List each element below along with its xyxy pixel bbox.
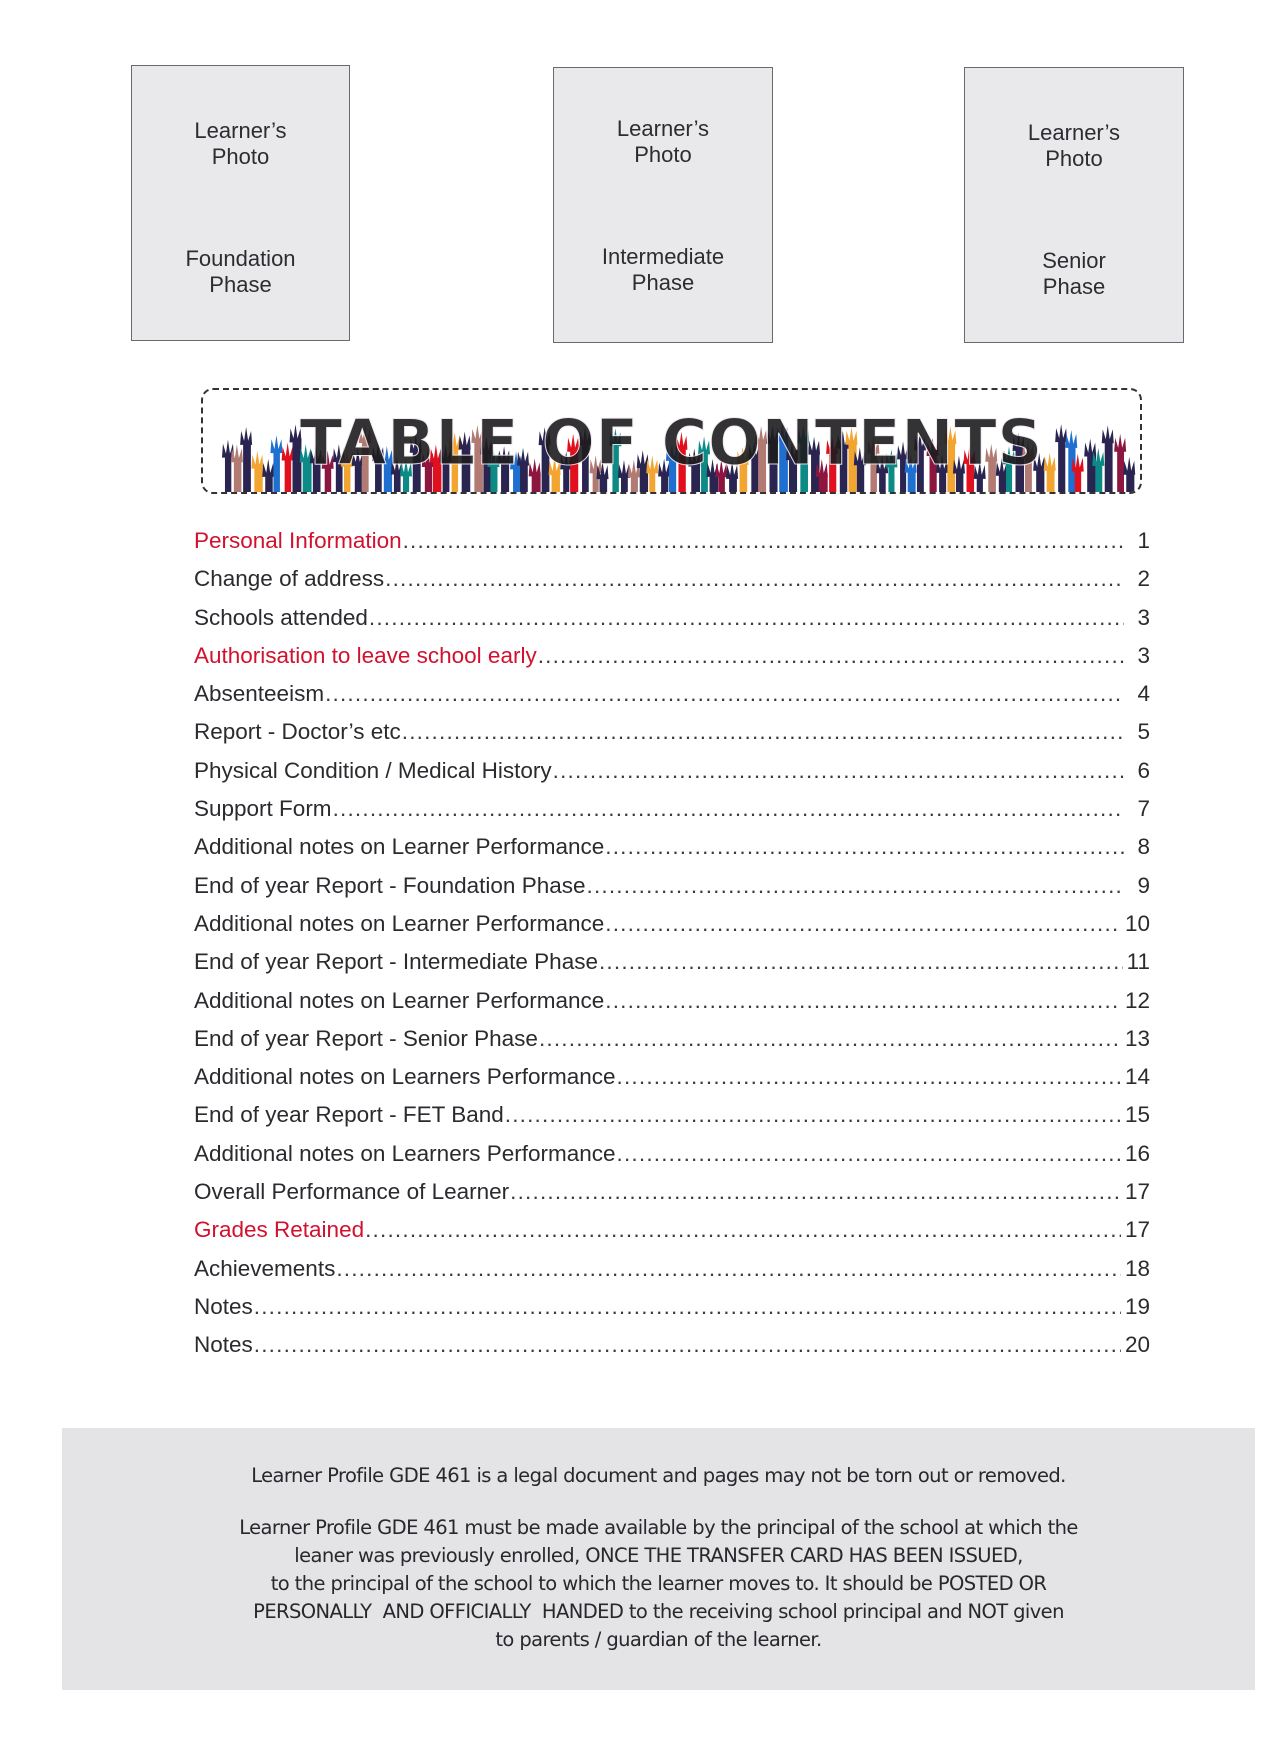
toc-entry-label: Report - Doctor’s etc: [194, 719, 401, 745]
toc-entry[interactable]: [194, 643, 1150, 681]
toc-entry-label: Additional notes on Learners Performance: [194, 1064, 616, 1090]
toc-entry[interactable]: [194, 719, 1150, 757]
toc-dot-leader: [539, 1026, 1121, 1052]
photo-caption-line1: Learner’s: [194, 118, 287, 143]
toc-entry-label: End of year Report - Senior Phase: [194, 1025, 538, 1051]
toc-entry-page: 9: [1137, 872, 1150, 898]
toc-entry-page: 20: [1124, 1332, 1150, 1358]
toc-entry[interactable]: [194, 605, 1150, 643]
toc-entry-label: Physical Condition / Medical History: [194, 757, 552, 783]
toc-entry-page: 15: [1124, 1102, 1150, 1128]
toc-entry[interactable]: [194, 1256, 1150, 1294]
toc-dot-leader: [325, 681, 1124, 707]
toc-dot-leader: [605, 988, 1121, 1014]
toc-dot-leader: [403, 528, 1124, 554]
toc-entry[interactable]: [194, 758, 1150, 796]
toc-entry-label: End of year Report - FET Band: [194, 1102, 504, 1128]
legal-notice: [62, 1428, 1255, 1690]
toc-entry-label: Overall Performance of Learner: [194, 1179, 510, 1205]
toc-entry-page: 16: [1124, 1140, 1150, 1166]
toc-dot-leader: [605, 911, 1121, 937]
toc-dot-leader: [333, 796, 1124, 822]
toc-entry-label: Additional notes on Learner Performance: [194, 834, 605, 860]
toc-entry-page: 14: [1124, 1064, 1150, 1090]
toc-entry-label: Change of address: [194, 566, 385, 592]
toc-entry-page: 2: [1137, 566, 1150, 592]
toc-entry-label: Support Form: [194, 796, 332, 822]
toc-entry-page: 12: [1124, 987, 1150, 1013]
toc-dot-leader: [587, 873, 1125, 899]
toc-entry-page: 7: [1137, 796, 1150, 822]
toc-dot-leader: [254, 1294, 1121, 1320]
toc-dot-leader: [510, 1179, 1121, 1205]
toc-dot-leader: [553, 758, 1124, 784]
photo-caption-line2: Photo: [211, 144, 270, 169]
toc-entry-page: 10: [1124, 910, 1150, 936]
toc-dot-leader: [617, 1141, 1121, 1167]
toc-entry-page: 6: [1137, 757, 1150, 783]
photo-caption: [554, 116, 772, 168]
photo-caption-line2: Photo: [634, 142, 692, 167]
phase-label-line2: Phase: [1042, 274, 1106, 299]
toc-entry-page: 1: [1137, 528, 1150, 553]
toc-entry[interactable]: [194, 681, 1150, 719]
toc-entry-label: End of year Report - Intermediate Phase: [194, 949, 598, 975]
notice-paragraph-line: Learner Profile GDE 461 must be made available by the principal of the school at which the: [239, 1516, 1078, 1539]
toc-dot-leader: [617, 1064, 1121, 1090]
toc-title: TABLE OF CONTENTS: [299, 406, 1044, 479]
toc-entry-label: Additional notes on Learner Performance: [194, 987, 605, 1013]
toc-entry[interactable]: [194, 1102, 1150, 1140]
toc-entry[interactable]: [194, 1294, 1150, 1332]
toc-dot-leader: [505, 1102, 1121, 1128]
toc-entry-label: End of year Report - Foundation Phase: [194, 872, 586, 898]
toc-entry-label: Absenteeism: [194, 681, 325, 707]
photo-caption-line1: Learner’s: [616, 116, 710, 141]
toc-entry[interactable]: [194, 1217, 1150, 1255]
photo-caption-line1: Learner’s: [1027, 120, 1121, 145]
toc-entry-label: Achievements: [194, 1255, 336, 1281]
toc-entry[interactable]: [194, 873, 1150, 911]
toc-entry[interactable]: [194, 1141, 1150, 1179]
toc-entry-page: 18: [1124, 1255, 1150, 1281]
photo-caption-line2: Photo: [1045, 146, 1103, 171]
toc-entry[interactable]: [194, 528, 1150, 566]
toc-entry[interactable]: [194, 796, 1150, 834]
notice-paragraph-line: leaner was previously enrolled, ONCE THE TRANSFER CARD HAS BEEN ISSUED,: [294, 1544, 1023, 1567]
notice-paragraph: [62, 1514, 1255, 1654]
toc-entry[interactable]: [194, 988, 1150, 1026]
toc-dot-leader: [336, 1256, 1121, 1282]
toc-entry[interactable]: [194, 1064, 1150, 1102]
phase-label-line2: Phase: [631, 270, 695, 295]
toc-entry-page: 17: [1124, 1217, 1150, 1243]
toc-banner: [201, 388, 1142, 494]
toc-entry[interactable]: [194, 1026, 1150, 1064]
notice-line: Learner Profile GDE 461 is a legal document and pages may not be torn out or removed.: [251, 1464, 1066, 1487]
toc-entry-page: 11: [1126, 949, 1150, 975]
toc-entry-page: 3: [1137, 642, 1150, 668]
toc-entry-page: 8: [1137, 834, 1150, 860]
toc-entry-label: Notes: [194, 1332, 253, 1358]
toc-entry[interactable]: [194, 1332, 1150, 1370]
phase-label: [965, 248, 1183, 300]
toc-entry-label: Additional notes on Learners Performance: [194, 1140, 616, 1166]
toc-entry-page: 5: [1137, 719, 1150, 745]
toc-entry-label: Personal Information: [194, 528, 402, 553]
toc-entry-page: 13: [1124, 1025, 1150, 1051]
photo-placeholder-foundation: [131, 65, 350, 341]
photo-placeholder-senior: [964, 67, 1184, 343]
toc-dot-leader: [365, 1217, 1121, 1243]
toc-entry-label: Notes: [194, 1293, 253, 1319]
toc-entry[interactable]: [194, 949, 1150, 987]
toc-dot-leader: [402, 719, 1124, 745]
toc-entry-page: 19: [1124, 1293, 1150, 1319]
phase-label-line1: Intermediate: [601, 244, 725, 269]
toc-entry[interactable]: [194, 911, 1150, 949]
toc-entry-page: 17: [1124, 1179, 1150, 1205]
phase-label: [554, 244, 772, 296]
photo-placeholder-intermediate: [553, 67, 773, 343]
toc-dot-leader: [599, 949, 1123, 975]
toc-entry[interactable]: [194, 1179, 1150, 1217]
toc-entry-page: 4: [1137, 681, 1150, 707]
toc-dot-leader: [369, 605, 1124, 631]
toc-dot-leader: [254, 1332, 1121, 1358]
toc-list: [194, 528, 1150, 1371]
phase-label: [132, 246, 349, 298]
toc-entry-label: Additional notes on Learner Performance: [194, 910, 605, 936]
photo-caption: [965, 120, 1183, 172]
toc-entry-page: 3: [1137, 604, 1150, 630]
phase-label-line1: Senior: [1042, 248, 1106, 273]
notice-paragraph-line: to parents / guardian of the learner.: [495, 1628, 822, 1651]
toc-dot-leader: [385, 566, 1124, 592]
phase-label-line2: Phase: [209, 272, 272, 297]
toc-entry[interactable]: [194, 834, 1150, 872]
notice-paragraph-line: PERSONALLY AND OFFICIALLY HANDED to the receiving school principal and NOT given: [253, 1600, 1064, 1623]
photo-caption: [132, 118, 349, 170]
toc-entry-label: Schools attended: [194, 604, 368, 630]
phase-label-line1: Foundation: [185, 246, 296, 271]
toc-entry-label: Grades Retained: [194, 1217, 365, 1243]
toc-entry[interactable]: [194, 566, 1150, 604]
notice-paragraph-line: to the principal of the school to which the learner moves to. It should be POSTED OR: [270, 1572, 1047, 1595]
toc-dot-leader: [538, 643, 1124, 669]
toc-entry-label: Authorisation to leave school early: [194, 642, 537, 668]
toc-dot-leader: [605, 834, 1124, 860]
